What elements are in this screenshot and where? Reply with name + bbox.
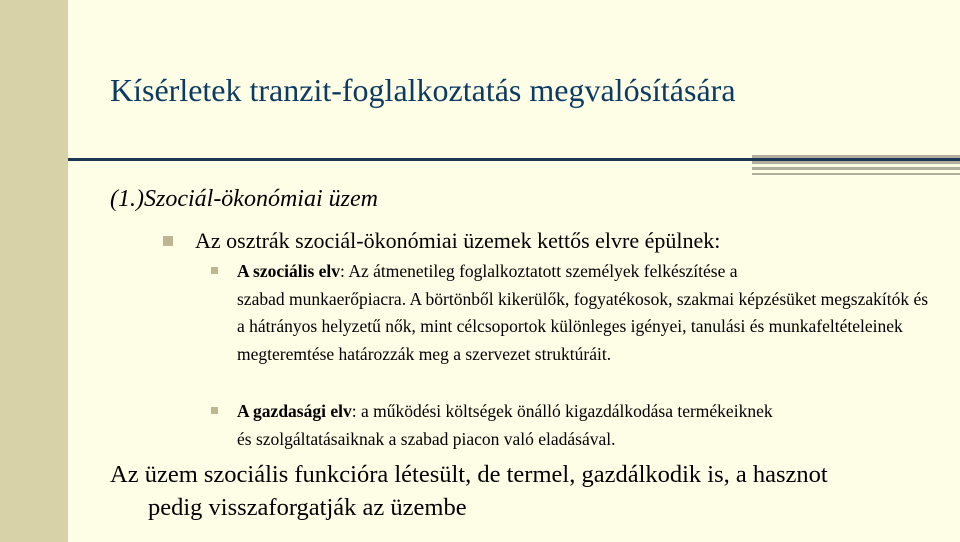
closing-statement	[110, 458, 940, 524]
social-principle-text-rest: szabad munkaerőpiacra. A börtönből kikerülők, fogyatékosok, szakmai képzésüket megszakítók és a hátrányos helyzetű nők, mint célcsoportok különleges igényei, tanulási és munkafeltételeinek megteremtése határozzák meg a szervezet struktúráit.	[237, 288, 929, 364]
economic-principle-term: A gazdasági elv	[237, 401, 352, 421]
economic-principle-text-rest: és szolgáltatásaiknak a szabad piacon való eladásával.	[237, 428, 616, 449]
closing-line2: pedig visszaforgatják az üzembe	[148, 494, 467, 521]
bullet-level1	[163, 228, 720, 254]
bullet-level1-text: Az osztrák szociál-ökonómiai üzemek kettős elvre épülnek:	[195, 228, 721, 253]
square-bullet-icon	[211, 407, 218, 414]
bullet-social-principle	[211, 258, 936, 368]
closing-line1: Az üzem szociális funkcióra létesült, de termel, gazdálkodik is, a hasznot	[110, 461, 828, 488]
bullet-social-principle-text	[237, 258, 936, 368]
bullet-economic-principle	[211, 398, 936, 453]
social-principle-text-line1: : Az átmenetileg foglalkoztatott személyek felkészítése a	[340, 261, 738, 281]
bullet-economic-principle-text	[237, 398, 936, 453]
social-principle-term: A szociális elv	[237, 261, 341, 281]
square-bullet-icon	[211, 267, 218, 274]
section-heading: (1.)Szociál-ökonómiai üzem	[110, 186, 378, 212]
slide-title: Kísérletek tranzit-foglalkoztatás megvalósítására	[110, 72, 736, 108]
square-bullet-icon	[163, 236, 173, 246]
economic-principle-text-line1: : a működési költségek önálló kigazdálkodása termékeiknek	[351, 401, 773, 421]
